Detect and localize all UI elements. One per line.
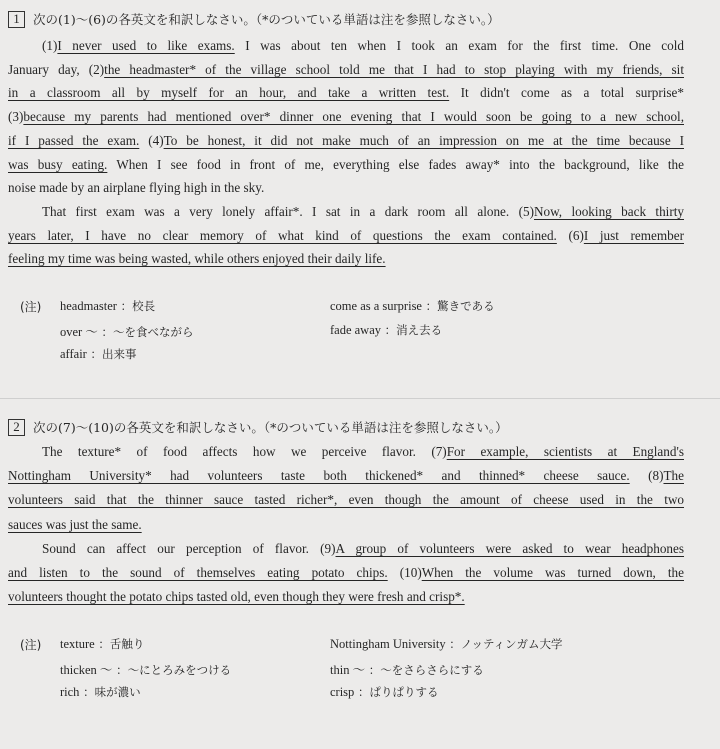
glossary-term: over ～	[60, 325, 98, 339]
glossary-term: rich	[60, 685, 80, 699]
glossary-definition: ：校長	[116, 299, 156, 313]
glossary-definition: ：～にとろみをつける	[112, 663, 232, 677]
underlined-sentence: volunteers said that the thinner sauce tasted richer*, even though the amount of cheese used in the two	[8, 492, 684, 508]
glossary-definition: ：消え去る	[381, 323, 443, 337]
q1-notes-label: (注)	[20, 300, 42, 314]
glossary-term: come as a surprise	[330, 299, 422, 313]
q1-number: 1	[8, 11, 25, 28]
glossary-term: crisp	[330, 685, 355, 699]
text-segment: (6)	[556, 227, 584, 243]
text-segment: (3)	[8, 109, 24, 125]
underlined-sentence: The	[663, 468, 684, 484]
text-segment: (10)	[387, 565, 422, 580]
text-segment: That first exam was a very lonely affair*. I sat in a dark room all alone. (5)	[42, 203, 534, 219]
q1-instruction: 次の(1)〜(6)の各英文を和訳しなさい。（*のついている単語は注を参照しなさい。）	[33, 12, 500, 27]
glossary-term: thicken ～	[60, 663, 113, 677]
underlined-sentence: To be honest, it did not make much of an impression on me at the time because I	[163, 132, 684, 148]
text-segment: The texture* of food affects how we perceive flavor. (7)	[42, 444, 447, 459]
q1-line	[8, 81, 684, 105]
glossary-term: Nottingham University	[330, 637, 446, 651]
glossary-note	[330, 636, 563, 652]
glossary-definition: ：舌触り	[94, 637, 145, 651]
glossary-note	[60, 322, 194, 340]
q1-line	[8, 105, 684, 129]
text-segment: (1)	[42, 38, 58, 53]
q1-line	[8, 153, 684, 177]
text-segment: noise made by an airplane flying high in the sky.	[8, 180, 265, 196]
glossary-term: headmaster	[60, 299, 117, 313]
q1-line	[8, 176, 684, 200]
q2-line	[8, 561, 684, 585]
glossary-note	[60, 660, 231, 678]
glossary-definition: ：驚きである	[421, 299, 495, 313]
glossary-definition: ：出来事	[86, 347, 137, 361]
glossary-note	[60, 346, 137, 362]
underlined-sentence: When the volume was turned down, the	[421, 565, 684, 580]
section-divider	[0, 398, 720, 399]
q2-notes-label: (注)	[20, 638, 42, 652]
underlined-sentence: I just remember	[583, 227, 684, 243]
underlined-sentence: in a classroom all by myself for an hour, and take a written test.	[8, 85, 450, 101]
text-segment: It didn't come as a total surprise*	[449, 85, 684, 101]
underlined-sentence: Now, looking back thirty	[533, 203, 684, 219]
text-segment: Sound can affect our perception of flavor. (9)	[42, 540, 336, 556]
glossary-term: thin ～	[330, 663, 366, 677]
text-segment: (8)	[629, 468, 664, 484]
q2-line	[8, 513, 684, 537]
glossary-definition: ：ノッティンガム大学	[445, 637, 563, 651]
q1-line	[42, 34, 684, 58]
underlined-sentence: sauces was just the same.	[8, 516, 142, 532]
underlined-sentence: Nottingham University* had volunteers taste both thickened* and thinned* cheese sauce.	[8, 468, 630, 484]
text-segment: (4)	[139, 132, 164, 148]
glossary-term: affair	[60, 347, 87, 361]
text-segment: When I see food in front of me, everything else fades away* into the background, like the	[107, 156, 684, 172]
underlined-sentence: A group of volunteers were asked to wear headphones	[335, 540, 685, 556]
q2-number: 2	[8, 419, 25, 436]
q2-line	[42, 440, 684, 464]
q1-line	[8, 224, 684, 248]
underlined-sentence: For example, scientists at England's	[446, 444, 684, 459]
q2-line	[8, 488, 684, 512]
underlined-sentence: I never used to like exams.	[57, 38, 235, 53]
underlined-sentence: years later, I have no clear memory of what kind of questions the exam contained.	[8, 227, 557, 243]
glossary-note	[60, 684, 141, 700]
text-segment: January day, (2)	[8, 61, 105, 77]
text-segment: I was about ten when I took an exam for the first time. One cold	[234, 38, 684, 53]
glossary-note	[60, 298, 155, 314]
q2-line	[8, 464, 684, 488]
glossary-definition: ：味が濃い	[79, 685, 141, 699]
q1-line	[8, 247, 684, 271]
underlined-sentence: if I passed the exam.	[8, 132, 140, 148]
glossary-note	[330, 684, 438, 700]
q2-line	[42, 537, 684, 561]
glossary-note	[60, 636, 144, 652]
q2-instruction: 次の(7)〜(10)の各英文を和訳しなさい。（*のついている単語は注を参照しなさい。）	[33, 420, 508, 435]
glossary-term: fade away	[330, 323, 382, 337]
underlined-sentence: and listen to the sound of themselves eating potato chips.	[8, 565, 388, 580]
q1-header	[8, 10, 500, 28]
q1-line	[8, 58, 684, 82]
q2-line	[8, 585, 684, 609]
glossary-definition: ：～をさらさらにする	[365, 663, 484, 677]
underlined-sentence: feeling my time was being wasted, while others enjoyed their daily life.	[8, 251, 386, 267]
underlined-sentence: because my parents had mentioned over* dinner one evening that I would soon be going to a new school,	[23, 109, 684, 125]
glossary-definition: ：ぱりぱりする	[354, 685, 439, 699]
q1-line	[42, 200, 684, 224]
glossary-note	[330, 322, 442, 338]
underlined-sentence: volunteers thought the potato chips tasted old, even though they were fresh and crisp*.	[8, 589, 465, 605]
glossary-note	[330, 298, 495, 314]
underlined-sentence: the headmaster* of the village school told me that I had to stop playing with my friends, sit	[104, 61, 684, 77]
q2-header	[8, 418, 508, 436]
q1-line	[8, 129, 684, 153]
glossary-definition: ：～を食べながら	[97, 325, 194, 339]
underlined-sentence: was busy eating.	[8, 156, 108, 172]
glossary-note	[330, 660, 484, 678]
glossary-term: texture	[60, 637, 95, 651]
